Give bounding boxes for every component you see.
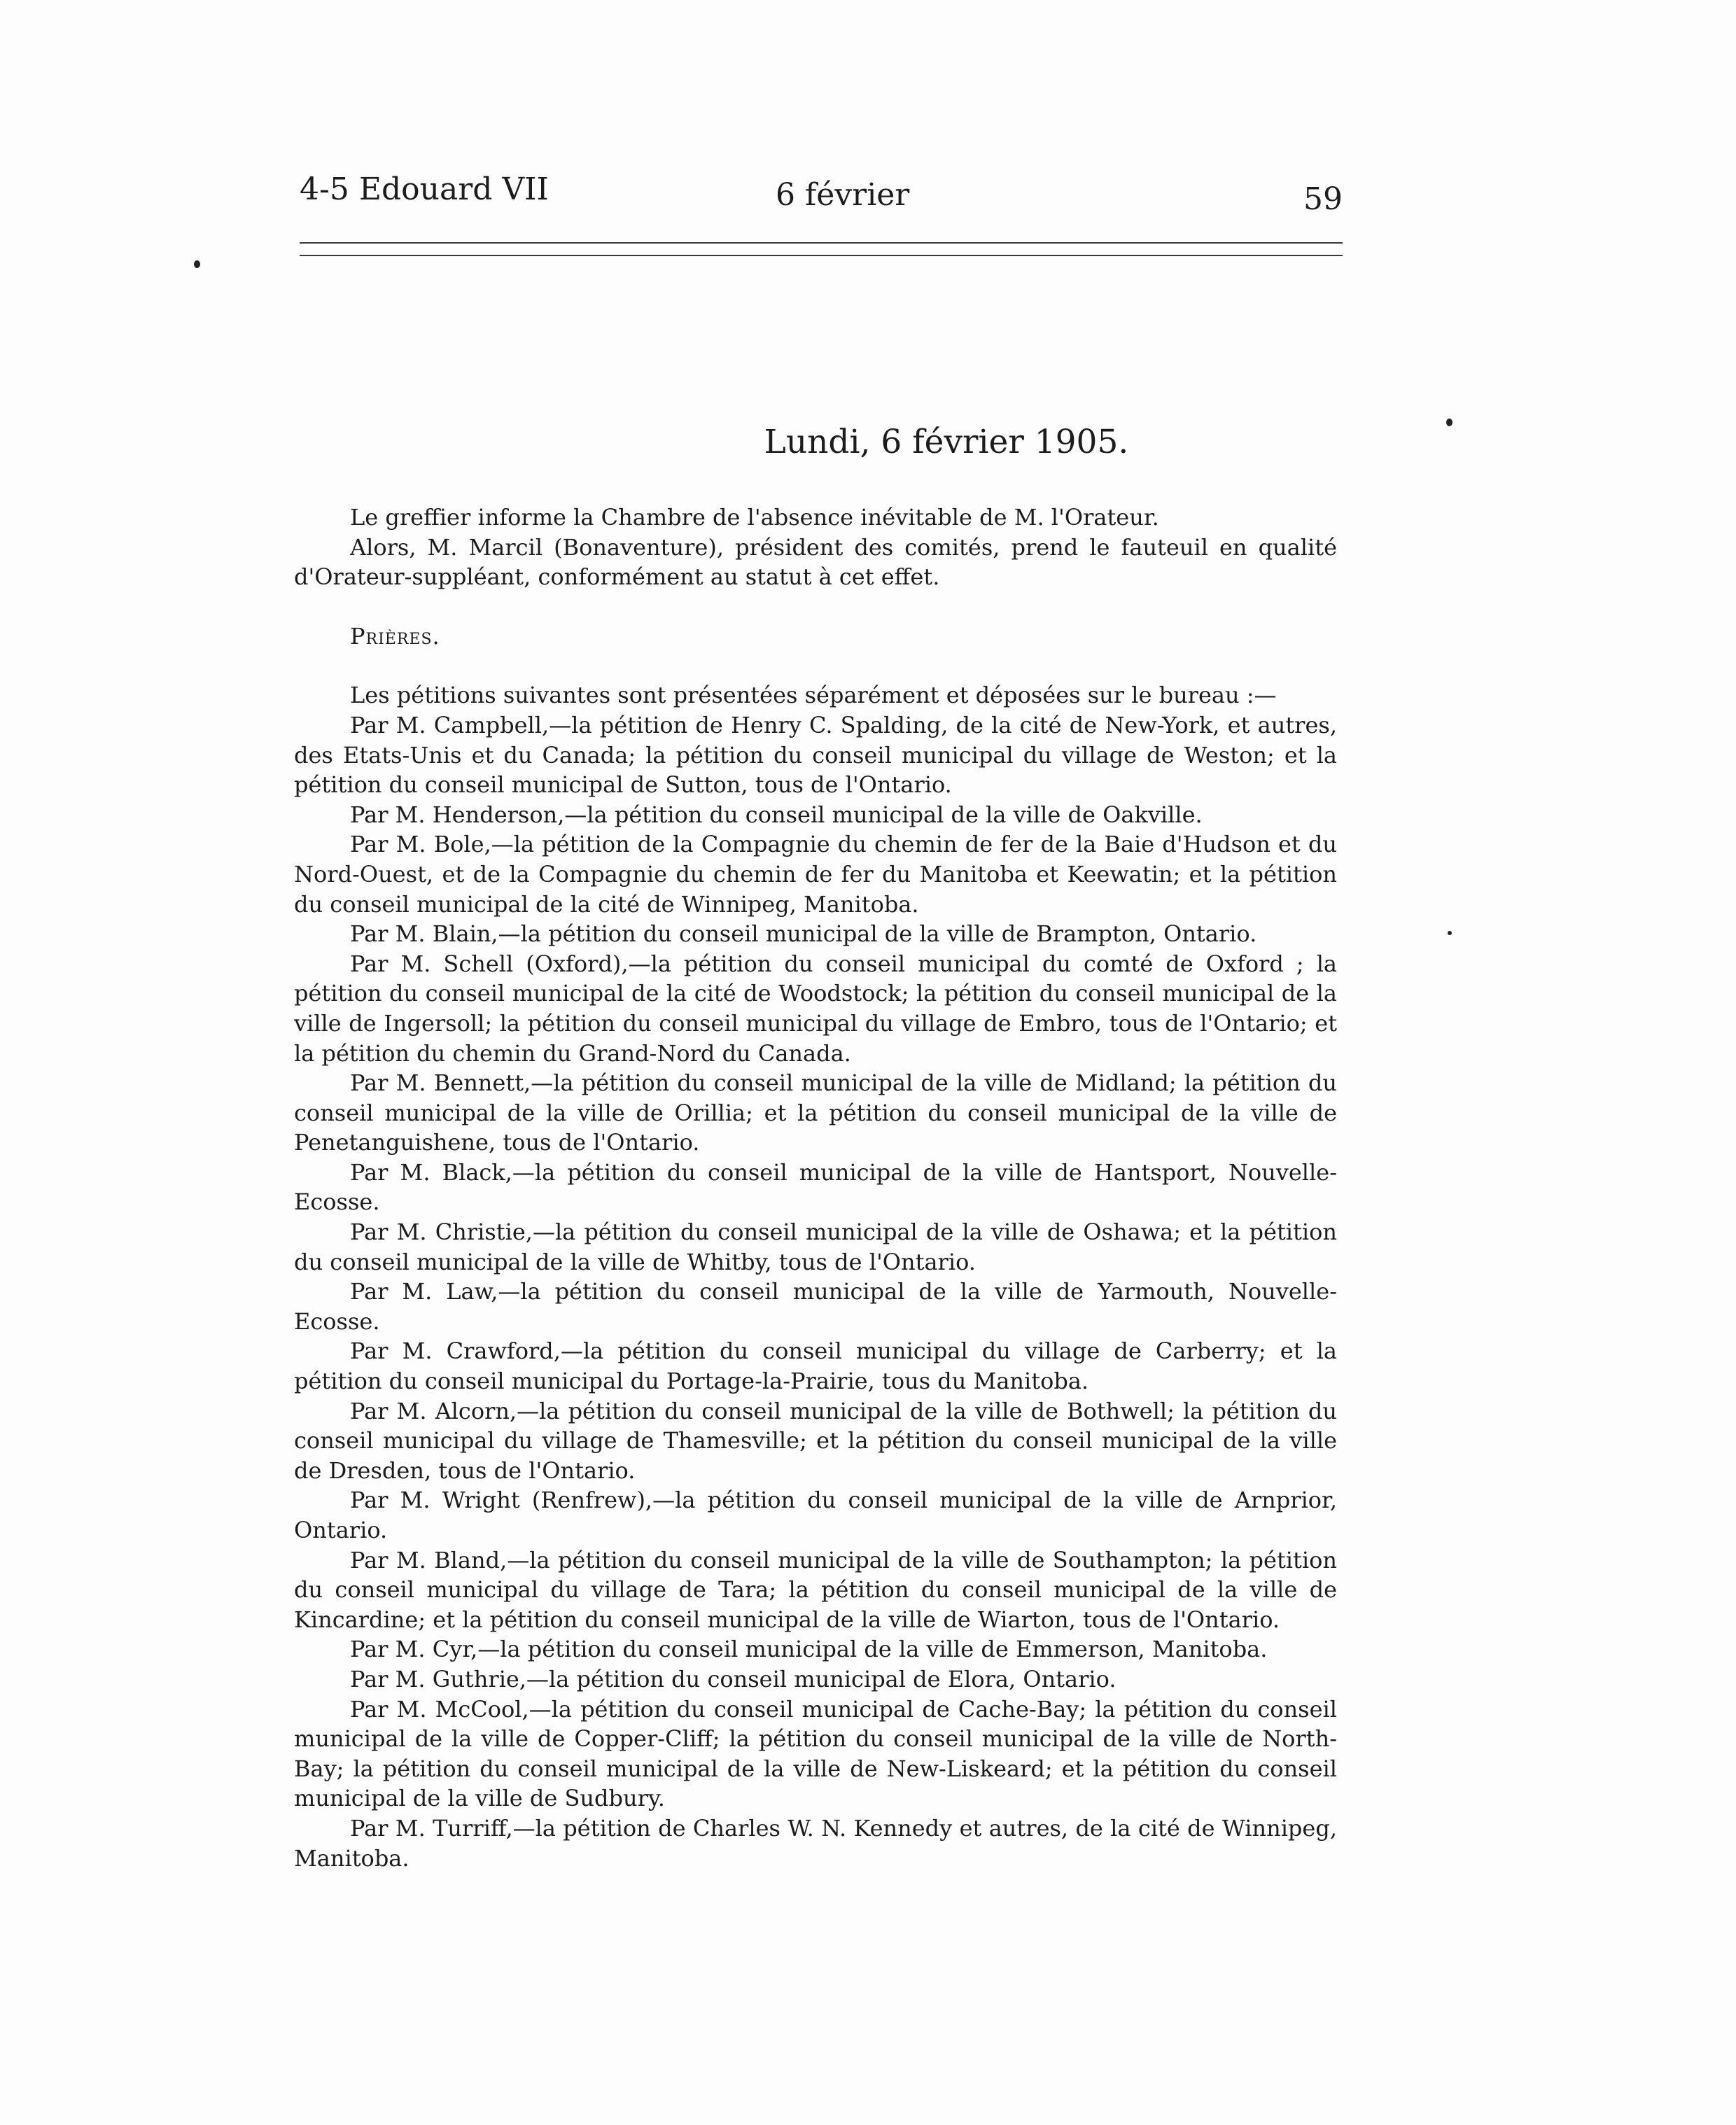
opening-paragraph: Le greffier informe la Chambre de l'absence inévitable de M. l'Orateur. [350, 504, 1159, 531]
petition-paragraph: Par M. Bennett,—la pétition du conseil municipal de la ville de Midland; la pétition du conseil municipal de la ville de Orillia; et la pétition du conseil municipal de la ville de Penetanguishene, tous de l'Ontario. [294, 1069, 1337, 1156]
document-body [294, 503, 1337, 1873]
petition-paragraph: Par M. Alcorn,—la pétition du conseil municipal de la ville de Bothwell; la pétition du conseil municipal du village de Thamesville; et la pétition du conseil municipal de la ville de Dresden, tous de l'Ontario. [294, 1397, 1337, 1484]
petition-paragraph: Par M. Guthrie,—la pétition du conseil municipal de Elora, Ontario. [350, 1665, 1116, 1692]
header-date: 6 février [776, 177, 910, 213]
petition-paragraph: Par M. Black,—la pétition du conseil municipal de la ville de Hantsport, Nouvelle-Ecosse. [294, 1158, 1337, 1216]
petition-paragraph: Par M. Law,—la pétition du conseil municipal de la ville de Yarmouth, Nouvelle-Ecosse. [294, 1278, 1337, 1335]
petition-paragraph: Par M. Blain,—la pétition du conseil municipal de la ville de Brampton, Ontario. [350, 920, 1257, 948]
petition-paragraph: Par M. McCool,—la pétition du conseil municipal de Cache-Bay; la pétition du conseil municipal de la ville de Copper-Cliff; la pétition du conseil municipal de la ville de North-Bay; la pétition du conseil municipal de la ville de New-Liskeard; et la pétition du conseil municipal de la ville de Sudbury. [294, 1695, 1337, 1812]
petition-paragraph: Par M. Crawford,—la pétition du conseil municipal du village de Carberry; et la pétition du conseil municipal du Portage-la-Prairie, tous du Manitoba. [294, 1338, 1337, 1395]
petition-paragraph: Par M. Cyr,—la pétition du conseil municipal de la ville de Emmerson, Manitoba. [350, 1636, 1268, 1663]
petition-paragraph: Par M. Campbell,—la pétition de Henry C. Spalding, de la cité de New-York, et autres, des Etats-Unis et du Canada; la pétition du conseil municipal du village de Weston; et la pétition du conseil municipal de Sutton, tous de l'Ontario. [294, 711, 1337, 799]
speck-mark [1448, 931, 1452, 935]
petition-paragraph: Par M. Wright (Renfrew),—la pétition du conseil municipal de la ville de Arnprior, Ontario. [294, 1487, 1337, 1543]
opening-paragraph: Alors, M. Marcil (Bonaventure), président des comités, prend le fauteuil en qualité d'Orateur-suppléant, conformément au statut à cet effet. [294, 533, 1337, 591]
header-volume: 4-5 Edouard VII [300, 171, 549, 207]
petition-paragraph: Par M. Bole,—la pétition de la Compagnie du chemin de fer de la Baie d'Hudson et du Nord-Ouest, et de la Compagnie du chemin de fer du Manitoba et Keewatin; et la pétition du conseil municipal de la cité de Winnipeg, Manitoba. [294, 831, 1337, 918]
header-rule-top [300, 242, 1343, 244]
petition-paragraph: Par M. Bland,—la pétition du conseil municipal de la ville de Southampton; la pétition du conseil municipal du village de Tara; la pétition du conseil municipal de la ville de Kincardine; et la pétition du conseil municipal de la ville de Wiarton, tous de l'Ontario. [294, 1546, 1337, 1633]
running-header [300, 171, 1343, 227]
speck-mark [194, 260, 200, 268]
petitions-intro: Les pétitions suivantes sont présentées séparément et déposées sur le bureau :— [350, 682, 1277, 709]
page-number: 59 [1303, 181, 1343, 217]
petition-paragraph: Par M. Turriff,—la pétition de Charles W. N. Kennedy et autres, de la cité de Winnipeg, Manitoba. [294, 1814, 1337, 1872]
sitting-date-heading: Lundi, 6 février 1905. [764, 423, 1129, 461]
header-rule-bottom [300, 255, 1343, 256]
petition-paragraph: Par M. Henderson,—la pétition du conseil municipal de la ville de Oakville. [350, 801, 1203, 828]
petition-paragraph: Par M. Schell (Oxford),—la pétition du conseil municipal du comté de Oxford ; la pétition du conseil municipal de la cité de Woodstock; la pétition du conseil municipal de la ville de Ingersoll; la pétition du conseil municipal du village de Embro, tous de l'Ontario; et la pétition du chemin du Grand-Nord du Canada. [294, 950, 1337, 1067]
section-heading: Prières. [350, 622, 440, 650]
petition-paragraph: Par M. Christie,—la pétition du conseil municipal de la ville de Oshawa; et la pétition du conseil municipal de la ville de Whitby, tous de l'Ontario. [294, 1219, 1337, 1275]
